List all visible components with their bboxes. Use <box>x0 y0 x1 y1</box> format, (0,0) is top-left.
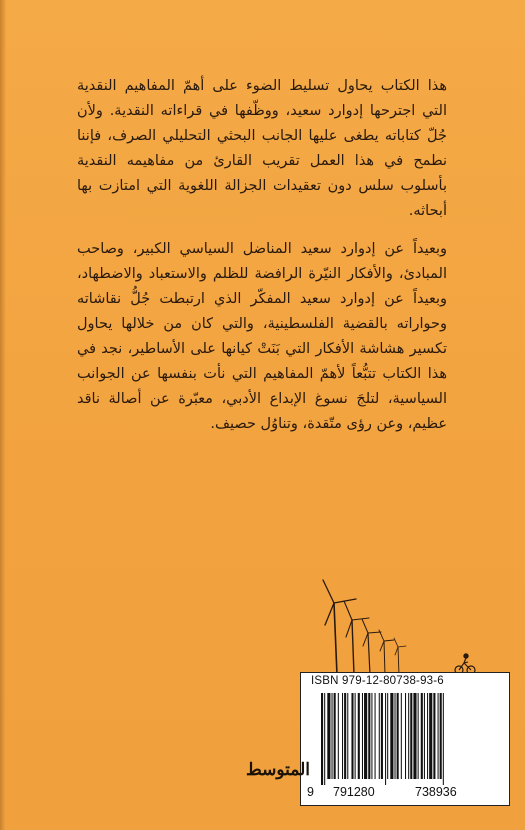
barcode-bar <box>418 693 419 779</box>
barcode-bar <box>381 693 383 779</box>
barcode-bar <box>332 693 333 779</box>
barcode-bar <box>362 693 363 779</box>
barcode-digits-left: 791280 <box>333 785 375 799</box>
barcode-bar <box>368 693 370 779</box>
barcode-bar <box>397 693 399 779</box>
barcode-bar <box>438 693 439 779</box>
barcode-bars <box>321 693 493 785</box>
barcode-digit-lead: 9 <box>307 785 314 799</box>
barcode-bar <box>401 693 402 779</box>
barcode-bar <box>351 693 353 779</box>
isbn-barcode <box>300 672 510 806</box>
barcode-bar <box>427 693 428 779</box>
barcode-bar <box>410 693 412 779</box>
barcode-bar <box>408 693 409 779</box>
blurb-paragraph-1: هذا الكتاب يحاول تسليط الضوء على أهمّ المفاهيم النقدية التي اجترحها إدوارد سعيد، ووظّفها في قراءاته النقدية. ولأن جُلّ كتاباته يطغى عليها الجانب البحثي التحليلي الصرف، فإننا نطمح في هذا العمل تقريب القارئ من مفاهيمه النقدية بأسلوب سلس دون تعقيدات الجزالة اللغوية التي امتازت بها أبحاثه. <box>77 78 447 219</box>
barcode-bar <box>358 693 360 779</box>
barcode-bar <box>344 693 346 779</box>
barcode-bar <box>413 693 416 779</box>
isbn-label: ISBN 979-12-80738-93-6 <box>311 675 444 687</box>
barcode-bar <box>375 693 376 779</box>
barcode-bar <box>324 693 325 785</box>
barcode-bar <box>371 693 372 779</box>
barcode-bar <box>443 693 444 785</box>
spine-shadow <box>0 0 6 830</box>
barcode-bar <box>387 693 388 779</box>
barcode-bar <box>433 693 435 779</box>
barcode-bar <box>334 693 336 779</box>
barcode-bar <box>424 693 425 779</box>
barcode-bar <box>321 693 323 785</box>
barcode-bar <box>364 693 367 779</box>
barcode-bar <box>390 693 393 779</box>
barcode-bar <box>355 693 356 779</box>
blurb-paragraph-2: وبعيداً عن إدوارد سعيد المناضل السياسي الكبير، وصاحب المبادئ، والأفكار النيّرة الرافضة للظلم والاستعباد والاضطهاد، وبعيداً عن إدوارد سعيد المفكّر الذي ارتبطت جُلُّ نقاشاته وحواراته بالقضية الفلسطينية، والتي كان من خلالها يحاول تكسير هشاشة الأفكار التي بَنَتْ كيانها على الأساطير، نجد في هذا الكتاب تتبُّعاً لأهمّ المفاهيم التي نأت بنفسها عن الجوانب السياسية، لتلجَ نسوغ الإبداع الأدبي، معبّرة عن أصالة ناقد عظيم، وعن رؤى متّقدة، وتناوُل حصيف. <box>77 241 447 432</box>
barcode-bar <box>385 693 386 785</box>
barcode-bar <box>405 693 406 779</box>
barcode-bar <box>379 693 380 779</box>
barcode-digits-right: 738936 <box>415 785 457 799</box>
barcode-bar <box>440 693 442 779</box>
barcode-bar <box>395 693 396 779</box>
publisher-logo: المتوسط <box>246 760 311 780</box>
barcode-bar <box>338 693 339 779</box>
barcode-bar <box>429 693 432 779</box>
barcode-bar <box>342 693 343 779</box>
barcode-bar <box>347 693 348 779</box>
barcode-bar <box>421 693 423 779</box>
barcode-bar <box>327 693 330 779</box>
cyclist-icon <box>455 654 475 674</box>
